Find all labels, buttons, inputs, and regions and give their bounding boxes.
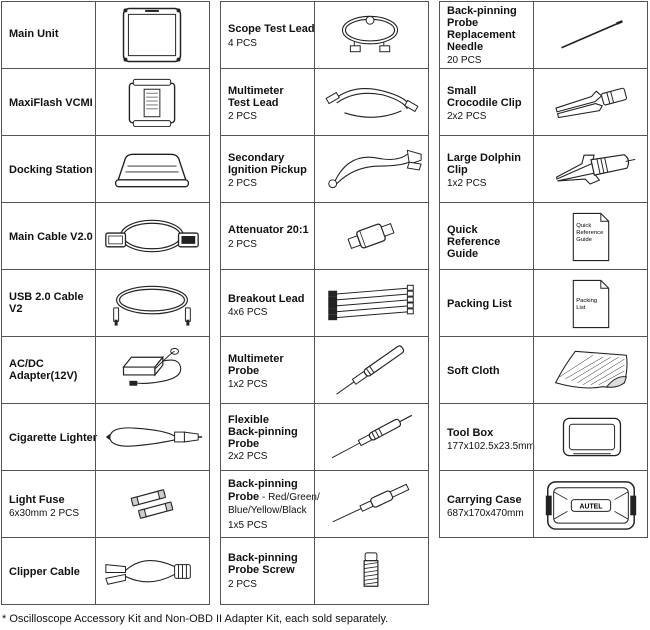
- clipper-cable-icon: [95, 538, 209, 605]
- list-item: [2, 270, 209, 337]
- crocodile-clip-icon: [533, 69, 647, 135]
- list-item: [221, 136, 428, 203]
- document-icon: [533, 203, 647, 269]
- list-item: [2, 404, 209, 471]
- list-item: [440, 471, 647, 538]
- attenuator-icon: [314, 203, 428, 269]
- list-item: [440, 203, 647, 270]
- item-name: [228, 478, 323, 517]
- list-item: [221, 471, 428, 538]
- list-item: [2, 69, 209, 136]
- item-quantity: 2 PCS: [228, 111, 257, 122]
- multimeter-lead-icon: [314, 69, 428, 135]
- item-name-text: Back-pinning Probe: [228, 478, 298, 503]
- item-name: Clipper Cable: [9, 566, 80, 578]
- cloth-icon: [533, 337, 647, 403]
- item-name: MaxiFlash VCMI: [9, 97, 93, 109]
- probe-screw-icon: [314, 538, 428, 605]
- fuse-icon: [95, 471, 209, 537]
- breakout-lead-icon: [314, 270, 428, 336]
- tablet-icon: [95, 2, 209, 68]
- obd-cable-icon: [95, 203, 209, 269]
- list-item: [2, 337, 209, 404]
- item-name: AC/DC Adapter(12V): [9, 358, 78, 382]
- item-name: Cigarette Lighter: [9, 432, 98, 444]
- dolphin-clip-icon: [533, 136, 647, 202]
- column-2: [220, 1, 429, 605]
- list-item: [2, 203, 209, 270]
- list-item: [221, 69, 428, 136]
- list-item: [221, 203, 428, 270]
- item-name: Flexible Back-pinning Probe: [228, 414, 298, 450]
- cigarette-lighter-cable-icon: [95, 404, 209, 470]
- item-name: Breakout Lead: [228, 293, 305, 305]
- scope-lead-icon: [314, 2, 428, 68]
- item-colors: - Red/Green/ Blue/Yellow/Black: [228, 492, 320, 516]
- item-name: Carrying Case: [447, 494, 522, 506]
- list-item: [440, 337, 647, 404]
- item-name: Quick Reference Guide: [447, 224, 501, 260]
- doc-text: Guide: [576, 236, 592, 243]
- item-name: Small Crocodile Clip: [447, 85, 522, 109]
- item-name: Attenuator 20:1: [228, 224, 309, 236]
- item-quantity: 2x2 PCS: [228, 451, 268, 462]
- vcmi-device-icon: [95, 69, 209, 135]
- list-item: [440, 2, 647, 69]
- column-3: [439, 1, 648, 538]
- list-item: [221, 2, 428, 69]
- item-name: Multimeter Probe: [228, 353, 284, 377]
- item-name: Soft Cloth: [447, 365, 500, 377]
- doc-text: List: [576, 304, 586, 311]
- footnote: * Oscilloscope Accessory Kit and Non-OBD II Adapter Kit, each sold separately.: [2, 613, 389, 625]
- list-item: [440, 404, 647, 471]
- item-quantity: 2 PCS: [228, 579, 257, 590]
- multimeter-probe-icon: [314, 337, 428, 403]
- item-name: Docking Station: [9, 164, 93, 176]
- item-name: Light Fuse: [9, 494, 65, 506]
- item-quantity: 20 PCS: [447, 55, 482, 66]
- item-quantity: 687x170x470mm: [447, 508, 524, 519]
- item-quantity: 6x30mm 2 PCS: [9, 508, 80, 519]
- doc-text: Packing: [576, 298, 598, 305]
- ignition-pickup-icon: [314, 136, 428, 202]
- list-item: [440, 69, 647, 136]
- list-item: [440, 270, 647, 337]
- item-quantity: 4 PCS: [228, 38, 257, 49]
- item-quantity: 1x2 PCS: [447, 178, 487, 189]
- item-quantity: 177x102.5x23.5mm: [447, 441, 535, 452]
- docking-station-icon: [95, 136, 209, 202]
- list-item: [2, 2, 209, 69]
- document-icon: [533, 270, 647, 336]
- power-adapter-icon: [95, 337, 209, 403]
- item-quantity: 2 PCS: [228, 178, 257, 189]
- usb-cable-icon: [95, 270, 209, 336]
- list-item: [2, 471, 209, 538]
- flexible-probe-icon: [314, 404, 428, 470]
- autel-logo: AUTEL: [579, 503, 603, 511]
- list-item: [440, 136, 647, 203]
- item-name: Multimeter Test Lead: [228, 85, 284, 109]
- item-quantity: 1x2 PCS: [228, 379, 268, 390]
- item-name: Packing List: [447, 298, 512, 310]
- item-name: Large Dolphin Clip: [447, 152, 521, 176]
- item-name: Secondary Ignition Pickup: [228, 152, 307, 176]
- column-1: [1, 1, 210, 605]
- item-name: Scope Test Lead: [228, 23, 315, 35]
- item-name: Back-pinning Probe Screw: [228, 552, 298, 576]
- item-name: Back-pinning Probe Replacement Needle: [447, 5, 517, 53]
- doc-text: Reference: [576, 230, 604, 237]
- list-item: [221, 404, 428, 471]
- list-item: [221, 337, 428, 404]
- list-item: [2, 538, 209, 605]
- list-item: [221, 538, 428, 605]
- item-name: Tool Box: [447, 427, 494, 439]
- list-item: [221, 270, 428, 337]
- item-name: USB 2.0 Cable V2: [9, 291, 84, 315]
- list-item: [2, 136, 209, 203]
- needle-icon: [533, 2, 647, 68]
- tool-box-icon: [533, 404, 647, 470]
- item-quantity: 1x5 PCS: [228, 520, 268, 531]
- item-quantity: 2x2 PCS: [447, 111, 487, 122]
- item-name: Main Unit: [9, 28, 59, 40]
- carrying-case-icon: [533, 471, 647, 538]
- item-name: Main Cable V2.0: [9, 231, 93, 243]
- item-quantity: 2 PCS: [228, 239, 257, 250]
- back-pinning-probe-icon: [314, 471, 428, 537]
- item-quantity: 4x6 PCS: [228, 307, 268, 318]
- doc-text: Quick: [576, 223, 592, 230]
